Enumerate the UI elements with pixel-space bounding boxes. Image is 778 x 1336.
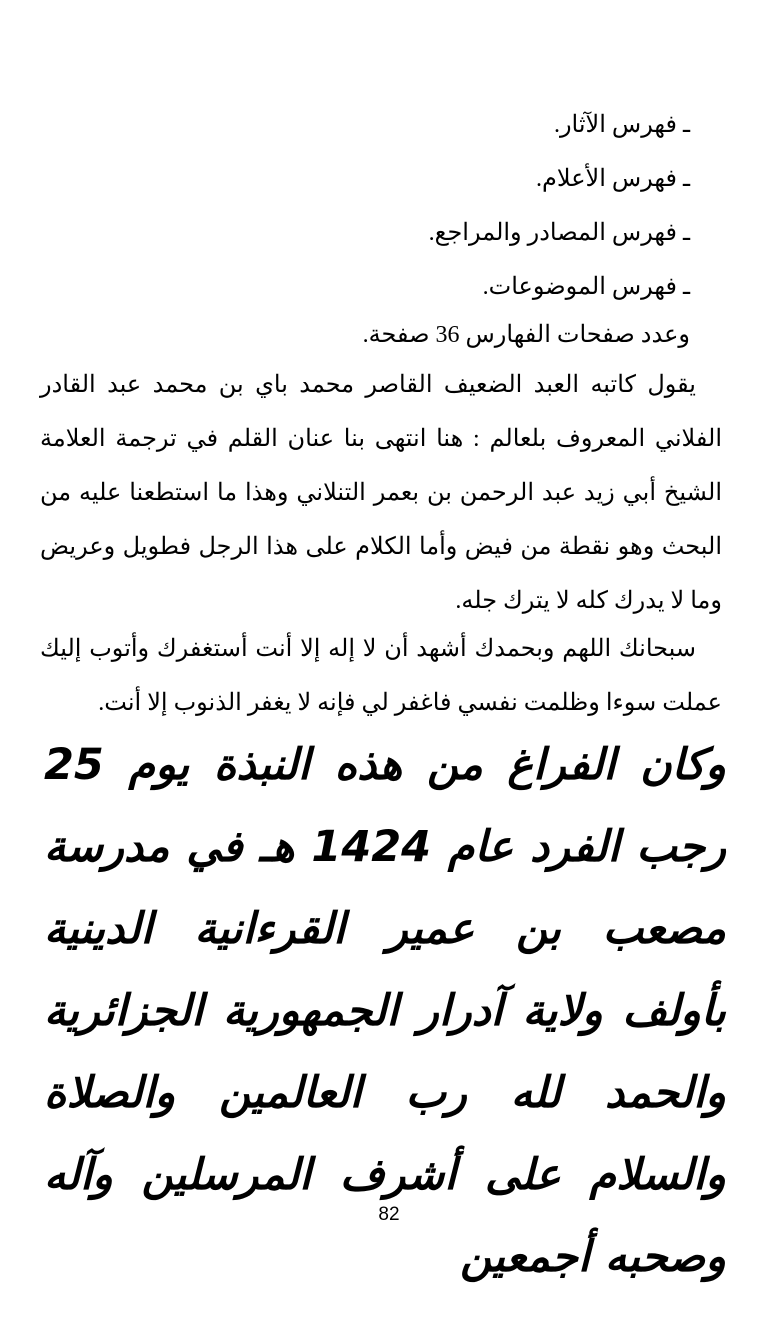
index-item-topics: ـ فهرس الموضوعات.: [482, 274, 690, 300]
index-page-count: وعدد صفحات الفهارس 36 صفحة.: [362, 322, 690, 348]
prayer-paragraph: سبحانك اللهم وبحمدك أشهد أن لا إله إلا أنت أستغفرك وأتوب إليك عملت سوءا وظلمت نفسي فاغفر لي فإنه لا يغفر الذنوب إلا أنت.: [40, 636, 722, 716]
index-item-athar: ـ فهرس الآثار.: [553, 112, 690, 138]
index-item-alam: ـ فهرس الأعلام.: [536, 166, 690, 192]
author-paragraph: يقول كاتبه العبد الضعيف القاصر محمد باي بن محمد عبد القادر الفلاني المعروف بلعالم : هنا انتهى بنا عنان القلم في ترجمة العلامة الشيخ أبي زيد عبد الرحمن بن بعمر التنلاني وهذا ما استطعنا عليه من البحث وهو نقطة من فيض وأما الكلام على هذا الرجل فطويل وعريض وما لا يدرك كله لا يترك جله.: [40, 372, 722, 614]
page-number: 82: [378, 1204, 400, 1225]
closing-statement: وكان الفراغ من هذه النبذة يوم 25 رجب الفرد عام 1424 هـ في مدرسة مصعب بن عمير القرءانية الدينية بأولف ولاية آدرار الجمهورية الجزائرية والحمد لله رب العالمين والصلاة والسلام على أشرف المرسلين وآله وصحبه أجمعين: [44, 740, 726, 1282]
index-item-sources: ـ فهرس المصادر والمراجع.: [428, 220, 690, 246]
